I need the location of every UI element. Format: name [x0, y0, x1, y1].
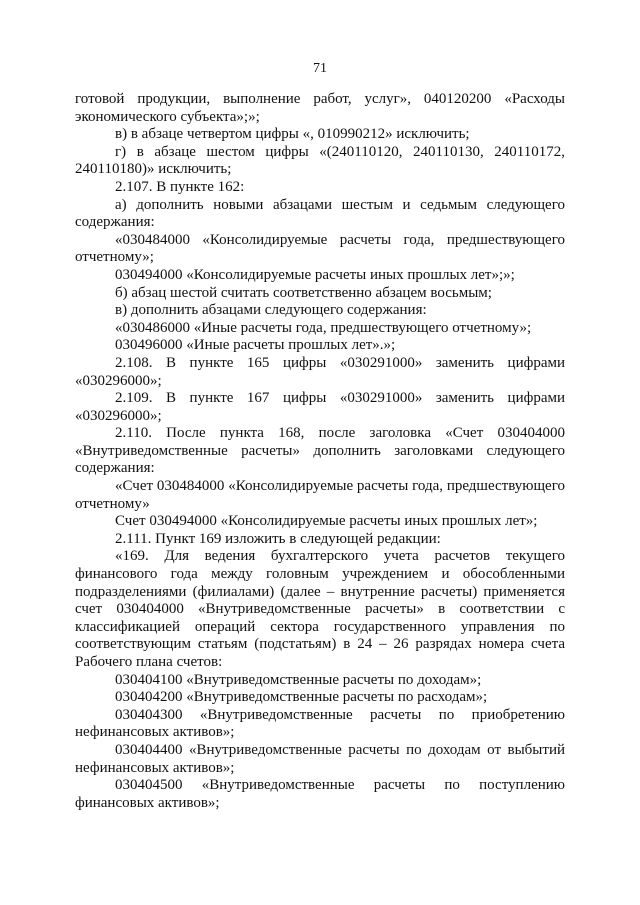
paragraph: г) в абзаце шестом цифры «(240110120, 240110130, 240110172, 240110180)» исключить;: [75, 143, 565, 178]
paragraph: 030404500 «Внутриведомственные расчеты по поступлению финансовых активов»;: [75, 777, 565, 811]
paragraph: 030404200 «Внутриведомственные расчеты по расходам»;: [115, 689, 488, 706]
paragraph: 030404400 «Внутриведомственные расчеты по доходам от выбытий нефинансовых активов»;: [75, 741, 565, 776]
paragraph: б) абзац шестой считать соответственно абзацем восьмым;: [115, 284, 492, 301]
document-body: [75, 91, 565, 812]
paragraph: «030486000 «Иные расчеты года, предшествующего отчетному»;: [115, 319, 532, 336]
page-number: 71: [313, 61, 327, 76]
paragraph: 2.111. Пункт 169 изложить в следующей редакции:: [115, 530, 441, 547]
paragraph: в) в абзаце четвертом цифры «, 010990212» исключить;: [115, 126, 470, 143]
paragraph: 2.107. В пункте 162:: [115, 178, 245, 195]
paragraph: 2.110. После пункта 168, после заголовка «Счет 030404000 «Внутриведомственные расчеты» дополнить заголовками следующего содержания:: [75, 425, 565, 477]
paragraph: 030496000 «Иные расчеты прошлых лет».»;: [115, 337, 396, 354]
paragraph: 2.109. В пункте 167 цифры «030291000» заменить цифрами «030296000»;: [75, 390, 565, 424]
paragraph: Счет 030494000 «Консолидируемые расчеты иных прошлых лет»;: [115, 513, 538, 530]
paragraph: в) дополнить абзацами следующего содержания:: [115, 302, 427, 319]
paragraph: а) дополнить новыми абзацами шестым и седьмым следующего содержания:: [75, 196, 565, 231]
paragraph: 030494000 «Консолидируемые расчеты иных прошлых лет»;»;: [115, 266, 515, 283]
paragraph: 030404300 «Внутриведомственные расчеты по приобретению нефинансовых активов»;: [75, 706, 565, 741]
paragraph: 2.108. В пункте 165 цифры «030291000» заменить цифрами «030296000»;: [75, 354, 565, 389]
paragraph: «169. Для ведения бухгалтерского учета расчетов текущего финансового года между головным учреждением и обособленными подразделениями (филиалами) (далее – внутренние расчеты) применяется счет 030404000 «Внутриведомственные расчеты» в соответствии с классификацией операций сектора государственного управления по соответствующим статьям (подстатьям) в 24 – 26 разрядах номера счета Рабочего плана счетов:: [75, 548, 565, 670]
paragraph: 030404100 «Внутриведомственные расчеты по доходам»;: [115, 671, 482, 688]
paragraph: готовой продукции, выполнение работ, услуг», 040120200 «Расходы экономического субъекта»;»;: [75, 91, 565, 125]
paragraph: «030484000 «Консолидируемые расчеты года, предшествующего отчетному»;: [75, 231, 565, 266]
paragraph: «Счет 030484000 «Консолидируемые расчеты года, предшествующего отчетному»: [75, 478, 565, 512]
